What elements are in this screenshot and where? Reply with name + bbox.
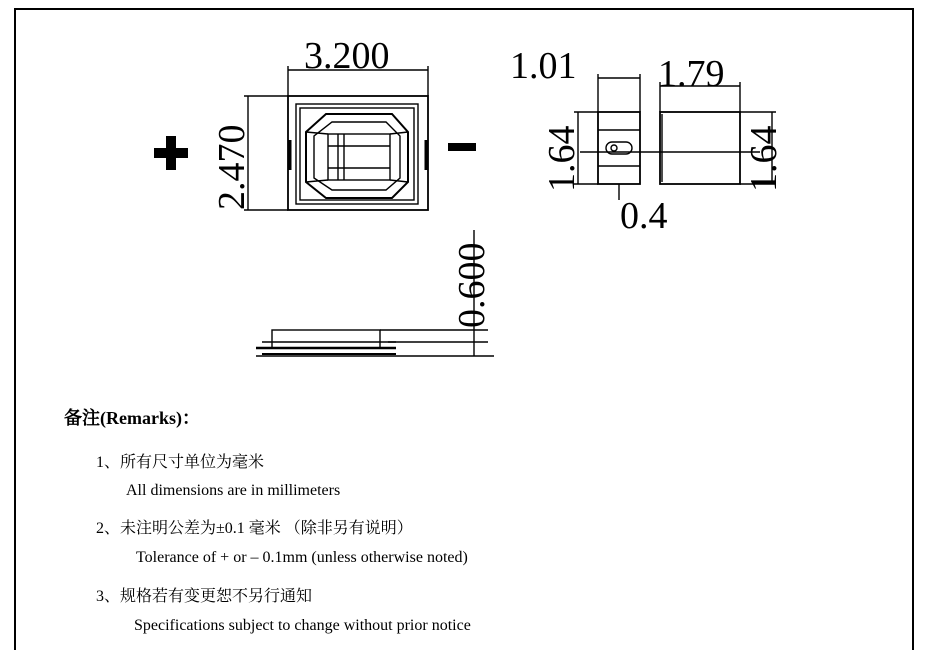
side-view-right	[660, 112, 740, 184]
side-left-height-label: 1.64	[541, 125, 583, 192]
side-right-width-label: 1.79	[658, 53, 725, 95]
remarks-title: 备注(Remarks)：	[64, 408, 200, 428]
remark-number: 3、	[96, 588, 121, 605]
side-left-width-label: 1.01	[510, 45, 577, 87]
remark-number: 1、	[96, 454, 121, 471]
width-dimension-label: 3.200	[304, 35, 390, 77]
remark-zh: 规格若有变更恕不另行通知	[120, 588, 313, 605]
remark-en-1: All dimensions are in millimeters	[126, 482, 341, 499]
slot-width-label: 0.4	[620, 195, 668, 237]
remark-item-1	[96, 449, 264, 472]
minus-icon	[448, 143, 476, 151]
remark-item-2	[96, 515, 413, 538]
thickness-label: 0.600	[451, 242, 493, 328]
side-right-height-label: 1.64	[743, 125, 785, 192]
remark-zh: 未注明公差为±0.1 毫米 （除非另有说明）	[120, 520, 413, 537]
remark-number: 2、	[96, 520, 121, 537]
side-view-left	[598, 112, 640, 184]
remark-en-3: Specifications subject to change without prior notice	[134, 617, 471, 634]
height-dimension-label: 2.470	[211, 124, 253, 210]
top-view-package	[288, 96, 428, 210]
remark-zh: 所有尺寸单位为毫米	[120, 454, 265, 471]
remark-en-2: Tolerance of + or – 0.1mm (unless otherwise noted)	[136, 549, 468, 566]
remark-item-3	[96, 583, 312, 606]
